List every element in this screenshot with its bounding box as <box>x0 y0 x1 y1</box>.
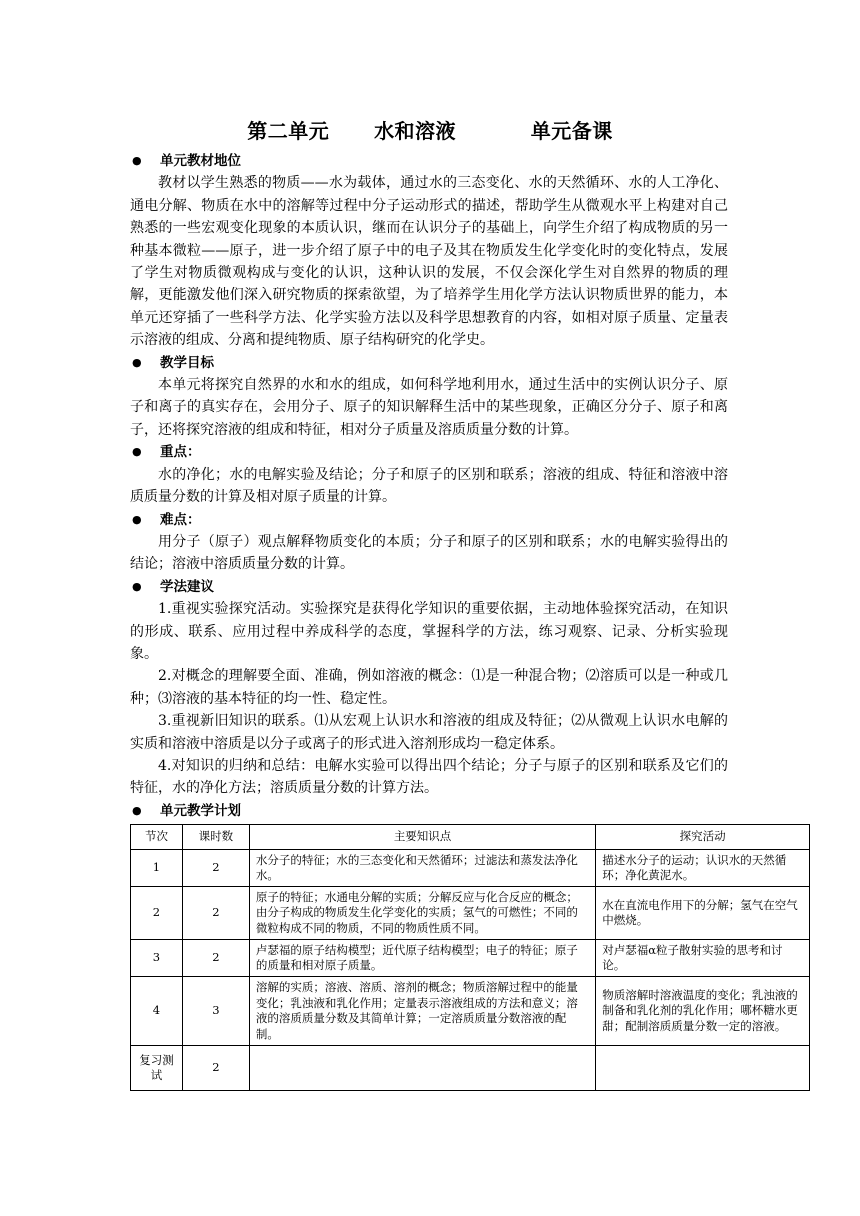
table-header-row <box>131 825 810 850</box>
section-heading: ● 重点： <box>130 441 728 463</box>
table-cell: 2 <box>182 850 249 887</box>
table-cell: 对卢瑟福α粒子散射实验的思考和讨论。 <box>596 940 810 977</box>
bullet-icon: ● <box>132 512 142 526</box>
table-cell: 4 <box>131 977 183 1046</box>
table-cell: 水分子的特征；水的三态变化和天然循环；过滤法和蒸发法净化水。 <box>249 850 595 887</box>
table-row <box>131 1046 810 1091</box>
table-cell <box>249 1046 595 1091</box>
paragraph: 1.重视实验探究活动。实验探究是获得化学知识的重要依据，主动地体验探究活动，在知识的形成、联系、应用过程中养成科学的态度，掌握科学的方法，练习观察、记录、分析实验现象。 <box>130 601 728 662</box>
paragraph: 4.对知识的归纳和总结：电解水实验可以得出四个结论；分子与原子的区别和联系及它们的特征，水的净化方法；溶质质量分数的计算方法。 <box>130 757 728 797</box>
bullet-icon: ● <box>132 579 142 593</box>
table-cell: 物质溶解时溶液温度的变化；乳浊液的制备和乳化剂的乳化作用；哪杯糖水更甜；配制溶质质量分数一定的溶液。 <box>596 977 810 1046</box>
table-cell: 描述水分子的运动；认识水的天然循环；净化黄泥水。 <box>596 850 810 887</box>
table-header-cell: 节次 <box>131 825 183 850</box>
paragraph: 教材以学生熟悉的物质——水为载体，通过水的三态变化、水的天然循环、水的人工净化、通电分解、物质在水中的溶解等过程中分子运动形式的描述，帮助学生从微观水平上构建对自己熟悉的一些宏观变化现象的本质认识，继而在认识分子的基础上，向学生介绍了构成物质的另一种基本微粒——原子，进一步介绍了原子中的电子及其在物质发生化学变化时的变化特点，发展了学生对物质微观构成与变化的认识，这种认识的发展，不仅会深化学生对自然界的物质的理解，更能激发他们深入研究物质的探索欲望，为了培养学生用化学方法认识物质世界的能力，本单元还穿插了一些科学方法、化学实验方法以及科学思想教育的内容，如相对原子质量、定量表示溶液的组成、分离和提纯物质、原子结构研究的化学史。 <box>130 175 728 349</box>
bullet-icon: ● <box>132 154 142 167</box>
title-unit: 第二单元 <box>247 119 330 143</box>
table-header-cell: 主要知识点 <box>249 825 595 850</box>
table-cell: 2 <box>182 940 249 977</box>
table-cell: 水在直流电作用下的分解；氢气在空气中燃烧。 <box>596 887 810 940</box>
paragraph: 水的净化；水的电解实验及结论；分子和原子的区别和联系；溶液的组成、特征和溶液中溶质质量分数的计算及相对原子质量的计算。 <box>130 466 728 506</box>
table-cell: 3 <box>131 940 183 977</box>
table-header-cell: 课时数 <box>182 825 249 850</box>
paragraph: 用分子（原子）观点解释物质变化的本质；分子和原子的区别和联系；水的电解实验得出的结论；溶液中溶质质量分数的计算。 <box>130 533 728 573</box>
table-cell: 2 <box>131 887 183 940</box>
bullet-icon: ● <box>132 355 142 369</box>
title-type: 单元备课 <box>530 119 613 143</box>
section-heading: ● 难点： <box>130 509 728 531</box>
table-cell: 溶解的实质；溶液、溶质、溶剂的概念；物质溶解过程中的能量变化；乳浊液和乳化作用；定量表示溶液组成的方法和意义；溶液的溶质质量分数及其简单计算；一定溶质质量分数溶液的配制。 <box>249 977 595 1046</box>
section-heading: ● 教学目标 <box>130 352 728 374</box>
bullet-icon: ● <box>132 803 142 817</box>
table-cell: 原子的特征；水通电分解的实质；分解反应与化合反应的概念；由分子构成的物质发生化学变化的实质；氢气的可燃性；不同的微粒构成不同的物质，不同的物质性质不同。 <box>249 887 595 940</box>
paragraph: 3.重视新旧知识的联系。⑴从宏观上认识水和溶液的组成及特征；⑵从微观上认识水电解的实质和溶液中溶质是以分子或离子的形式进入溶剂形成均一稳定体系。 <box>130 713 728 752</box>
paragraph: 本单元将探究自然界的水和水的组成，如何科学地利用水，通过生活中的实例认识分子、原子和离子的真实存在，会用分子、原子的知识解释生活中的某些现象，正确区分分子、原子和离子，还将探究溶液的组成和特征，相对分子质量及溶质质量分数的计算。 <box>130 377 728 438</box>
teaching-plan-table <box>130 824 810 1091</box>
table-cell: 1 <box>131 850 183 887</box>
section-heading: ● 单元教学计划 <box>130 800 728 822</box>
document-body <box>130 150 728 822</box>
table-cell <box>596 1046 810 1091</box>
table-row <box>131 887 810 940</box>
table-row <box>131 850 810 887</box>
page-title <box>0 115 860 144</box>
table-header-cell: 探究活动 <box>596 825 810 850</box>
section-heading: ● 学法建议 <box>130 576 728 598</box>
table-cell: 2 <box>182 887 249 940</box>
table-row <box>131 940 810 977</box>
table-cell: 复习测试 <box>131 1046 183 1091</box>
table-cell: 2 <box>182 1046 249 1091</box>
paragraph: 2.对概念的理解要全面、准确，例如溶液的概念：⑴是一种混合物；⑵溶质可以是一种或几种；⑶溶液的基本特征的均一性、稳定性。 <box>130 668 728 707</box>
table-cell: 卢瑟福的原子结构模型；近代原子结构模型；电子的特征；原子的质量和相对原子质量。 <box>249 940 595 977</box>
bullet-icon: ● <box>132 445 142 459</box>
table-cell: 3 <box>182 977 249 1046</box>
table-row <box>131 977 810 1046</box>
section-heading: ● 单元教材地位 <box>130 150 728 172</box>
title-topic: 水和溶液 <box>374 119 457 143</box>
